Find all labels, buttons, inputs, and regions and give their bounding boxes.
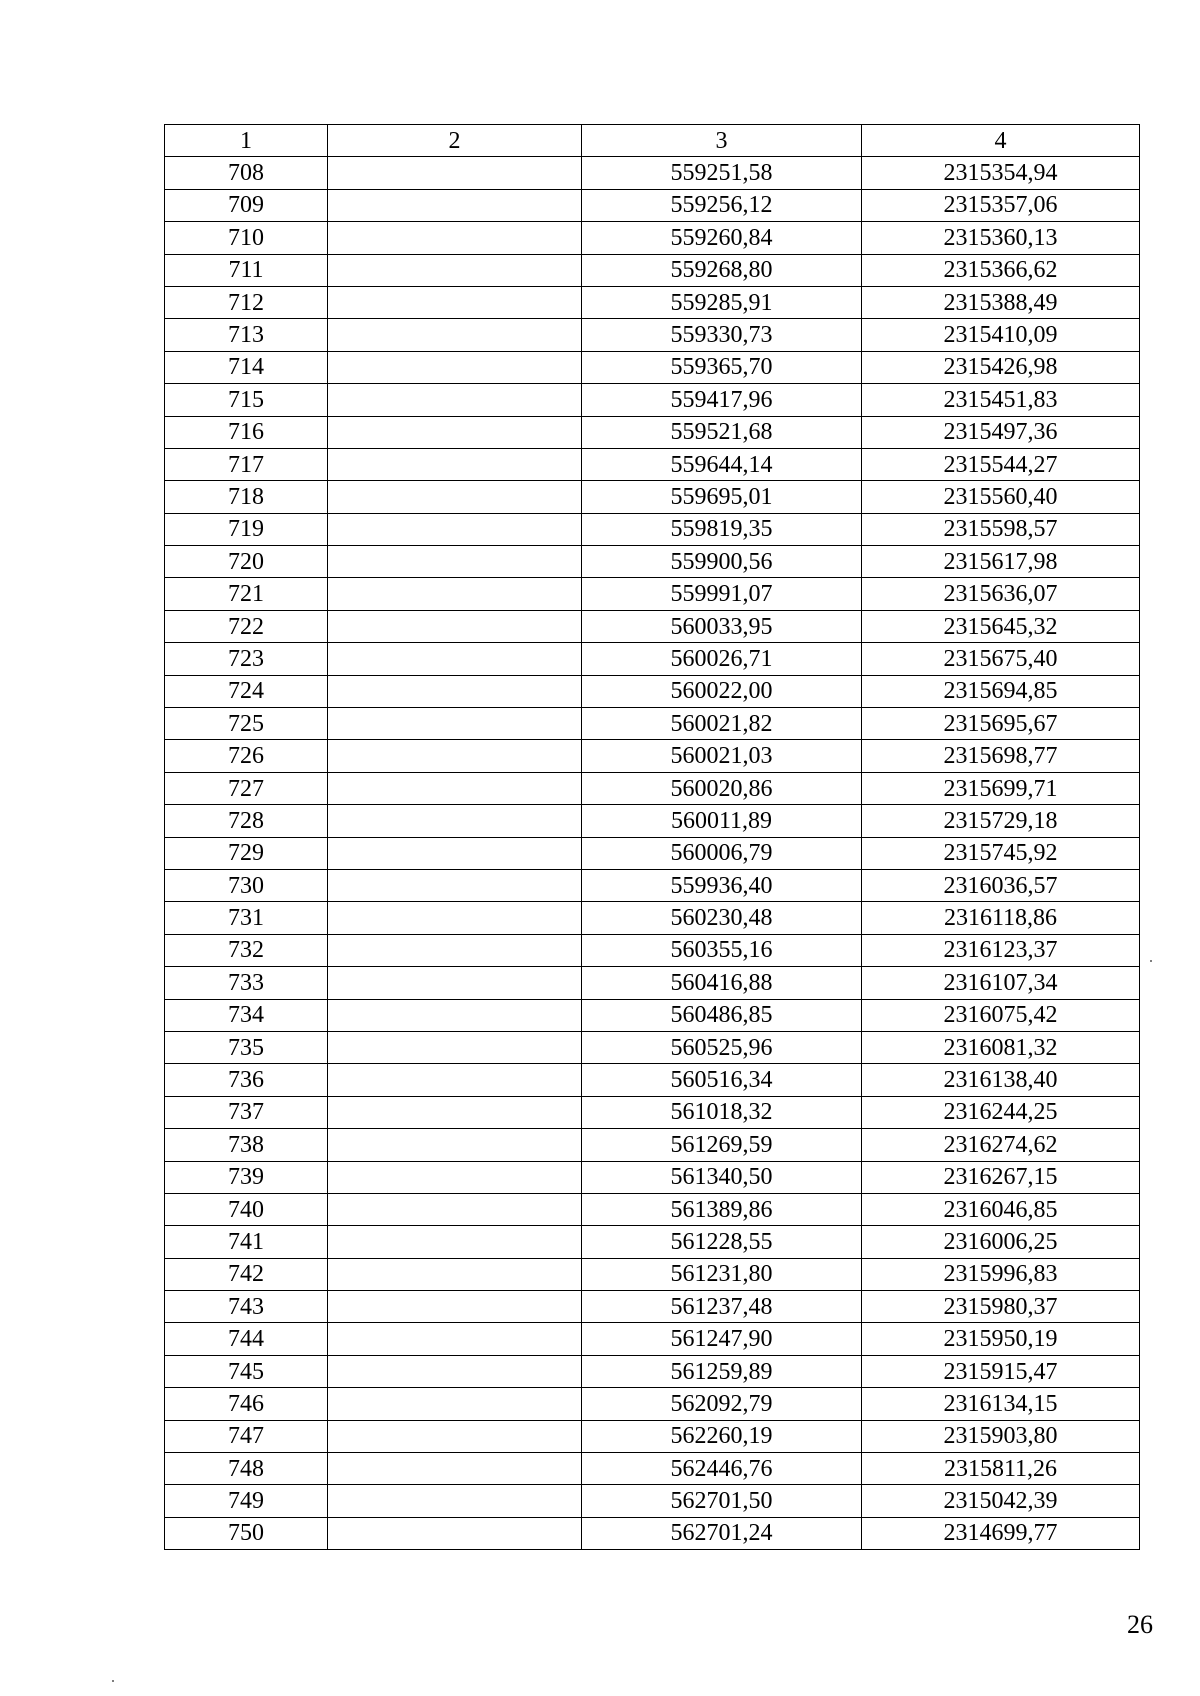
table-cell-col-4: 2316244,25 [862, 1096, 1140, 1128]
table-cell-col-2 [328, 1258, 582, 1290]
table-cell-col-3: 560026,71 [582, 643, 862, 675]
table-cell-col-4: 2316267,15 [862, 1161, 1140, 1193]
table-cell-col-4: 2316075,42 [862, 999, 1140, 1031]
table-row [165, 999, 1140, 1031]
table-cell-col-4: 2315729,18 [862, 805, 1140, 837]
table-row [165, 934, 1140, 966]
table-cell-col-2 [328, 351, 582, 383]
table-cell-col-2 [328, 1193, 582, 1225]
table-cell-col-3: 561228,55 [582, 1226, 862, 1258]
table-cell-col-2 [328, 1453, 582, 1485]
table-cell-col-1: 727 [165, 772, 328, 804]
table-cell-col-1: 735 [165, 1031, 328, 1063]
table-cell-col-4: 2315497,36 [862, 416, 1140, 448]
table-cell-col-3: 562446,76 [582, 1453, 862, 1485]
table-cell-col-3: 561018,32 [582, 1096, 862, 1128]
table-cell-col-4: 2315366,62 [862, 254, 1140, 286]
table-cell-col-1: 725 [165, 708, 328, 740]
table-cell-col-4: 2315903,80 [862, 1420, 1140, 1452]
table-cell-col-1: 713 [165, 319, 328, 351]
table-cell-col-1: 741 [165, 1226, 328, 1258]
table-cell-col-2 [328, 1161, 582, 1193]
table-cell-col-3: 559991,07 [582, 578, 862, 610]
table-cell-col-2 [328, 772, 582, 804]
table-cell-col-2 [328, 1355, 582, 1387]
table-cell-col-1: 711 [165, 254, 328, 286]
table-cell-col-3: 560021,03 [582, 740, 862, 772]
table-cell-col-1: 740 [165, 1193, 328, 1225]
table-cell-col-4: 2315996,83 [862, 1258, 1140, 1290]
table-row [165, 351, 1140, 383]
table-cell-col-1: 736 [165, 1064, 328, 1096]
table-cell-col-4: 2316274,62 [862, 1129, 1140, 1161]
table-row [165, 286, 1140, 318]
table-cell-col-4: 2315451,83 [862, 384, 1140, 416]
table-cell-col-4: 2315675,40 [862, 643, 1140, 675]
table-cell-col-3: 559695,01 [582, 481, 862, 513]
table-cell-col-1: 732 [165, 934, 328, 966]
table-cell-col-2 [328, 384, 582, 416]
table-row [165, 416, 1140, 448]
table-cell-col-4: 2316006,25 [862, 1226, 1140, 1258]
table-cell-col-1: 749 [165, 1485, 328, 1517]
table-cell-col-2 [328, 513, 582, 545]
table-cell-col-4: 2315598,57 [862, 513, 1140, 545]
table-cell-col-2 [328, 1096, 582, 1128]
table-cell-col-2 [328, 578, 582, 610]
table-cell-col-2 [328, 934, 582, 966]
table-cell-col-2 [328, 902, 582, 934]
table-cell-col-1: 745 [165, 1355, 328, 1387]
table-cell-col-1: 728 [165, 805, 328, 837]
table-row [165, 1355, 1140, 1387]
table-row [165, 805, 1140, 837]
table-row [165, 189, 1140, 221]
table-cell-col-4: 2315357,06 [862, 189, 1140, 221]
table-row [165, 675, 1140, 707]
table-cell-col-1: 726 [165, 740, 328, 772]
table-cell-col-1: 720 [165, 546, 328, 578]
table-cell-col-3: 561259,89 [582, 1355, 862, 1387]
table-cell-col-3: 561231,80 [582, 1258, 862, 1290]
column-header-4: 4 [862, 125, 1140, 157]
table-row [165, 643, 1140, 675]
table-cell-col-2 [328, 999, 582, 1031]
table-cell-col-4: 2315980,37 [862, 1291, 1140, 1323]
table-cell-col-3: 559256,12 [582, 189, 862, 221]
table-cell-col-4: 2314699,77 [862, 1517, 1140, 1549]
table-cell-col-4: 2315636,07 [862, 578, 1140, 610]
table-row [165, 1129, 1140, 1161]
table-cell-col-2 [328, 1323, 582, 1355]
table-cell-col-1: 729 [165, 837, 328, 869]
table-row [165, 1517, 1140, 1549]
table-cell-col-1: 718 [165, 481, 328, 513]
coordinates-table [164, 124, 1140, 1550]
table-row [165, 708, 1140, 740]
table-cell-col-1: 715 [165, 384, 328, 416]
table-row [165, 1258, 1140, 1290]
table-cell-col-4: 2315544,27 [862, 448, 1140, 480]
table-cell-col-1: 748 [165, 1453, 328, 1485]
table-cell-col-2 [328, 481, 582, 513]
table-cell-col-1: 739 [165, 1161, 328, 1193]
table-cell-col-2 [328, 708, 582, 740]
table-cell-col-3: 562701,50 [582, 1485, 862, 1517]
table-cell-col-1: 744 [165, 1323, 328, 1355]
table-row [165, 254, 1140, 286]
table-cell-col-1: 724 [165, 675, 328, 707]
table-cell-col-3: 560033,95 [582, 610, 862, 642]
table-cell-col-4: 2315388,49 [862, 286, 1140, 318]
table-cell-col-1: 746 [165, 1388, 328, 1420]
table-cell-col-4: 2316134,15 [862, 1388, 1140, 1420]
table-row [165, 1161, 1140, 1193]
table-cell-col-4: 2315745,92 [862, 837, 1140, 869]
table-cell-col-4: 2315915,47 [862, 1355, 1140, 1387]
table-row [165, 546, 1140, 578]
table-cell-col-3: 559365,70 [582, 351, 862, 383]
table-cell-col-3: 562260,19 [582, 1420, 862, 1452]
table-cell-col-4: 2315426,98 [862, 351, 1140, 383]
table-cell-col-2 [328, 286, 582, 318]
table-cell-col-1: 722 [165, 610, 328, 642]
table-cell-col-3: 559260,84 [582, 222, 862, 254]
table-cell-col-2 [328, 157, 582, 189]
table-row [165, 1226, 1140, 1258]
table-cell-col-3: 559417,96 [582, 384, 862, 416]
table-cell-col-1: 737 [165, 1096, 328, 1128]
table-cell-col-1: 709 [165, 189, 328, 221]
table-row [165, 1420, 1140, 1452]
table-row [165, 157, 1140, 189]
table-cell-col-2 [328, 416, 582, 448]
table-cell-col-3: 559285,91 [582, 286, 862, 318]
table-cell-col-3: 560011,89 [582, 805, 862, 837]
table-cell-col-4: 2315042,39 [862, 1485, 1140, 1517]
table-cell-col-2 [328, 1485, 582, 1517]
table-cell-col-2 [328, 189, 582, 221]
table-row [165, 902, 1140, 934]
table-row [165, 222, 1140, 254]
table-row [165, 481, 1140, 513]
table-cell-col-3: 561389,86 [582, 1193, 862, 1225]
table-cell-col-3: 559268,80 [582, 254, 862, 286]
table-cell-col-1: 717 [165, 448, 328, 480]
table-cell-col-3: 559819,35 [582, 513, 862, 545]
scan-speck [112, 1680, 114, 1682]
table-cell-col-3: 560006,79 [582, 837, 862, 869]
table-cell-col-3: 560525,96 [582, 1031, 862, 1063]
table-cell-col-2 [328, 1517, 582, 1549]
table-cell-col-2 [328, 1129, 582, 1161]
column-header-1: 1 [165, 125, 328, 157]
scan-speck [1150, 960, 1152, 962]
table-row [165, 319, 1140, 351]
table-cell-col-3: 560230,48 [582, 902, 862, 934]
table-cell-col-1: 734 [165, 999, 328, 1031]
table-row [165, 1453, 1140, 1485]
table-row [165, 837, 1140, 869]
table-cell-col-4: 2315645,32 [862, 610, 1140, 642]
table-cell-col-4: 2316138,40 [862, 1064, 1140, 1096]
column-header-3: 3 [582, 125, 862, 157]
table-cell-col-2 [328, 675, 582, 707]
table-row [165, 1388, 1140, 1420]
table-cell-col-1: 710 [165, 222, 328, 254]
table-cell-col-2 [328, 1388, 582, 1420]
table-row [165, 967, 1140, 999]
table-cell-col-3: 561247,90 [582, 1323, 862, 1355]
table-cell-col-2 [328, 448, 582, 480]
table-body [165, 157, 1140, 1550]
table-cell-col-1: 708 [165, 157, 328, 189]
table-cell-col-4: 2316123,37 [862, 934, 1140, 966]
table-cell-col-3: 562092,79 [582, 1388, 862, 1420]
table-cell-col-4: 2315811,26 [862, 1453, 1140, 1485]
table-cell-col-4: 2316081,32 [862, 1031, 1140, 1063]
table-row [165, 513, 1140, 545]
table-cell-col-4: 2315694,85 [862, 675, 1140, 707]
table-cell-col-4: 2315695,67 [862, 708, 1140, 740]
table-cell-col-3: 559936,40 [582, 869, 862, 901]
table-header-row [165, 125, 1140, 157]
table-cell-col-4: 2315617,98 [862, 546, 1140, 578]
table-cell-col-3: 561237,48 [582, 1291, 862, 1323]
table-row [165, 610, 1140, 642]
table-cell-col-1: 731 [165, 902, 328, 934]
table-cell-col-4: 2316046,85 [862, 1193, 1140, 1225]
table-cell-col-3: 560022,00 [582, 675, 862, 707]
table-row [165, 1064, 1140, 1096]
table-cell-col-4: 2315950,19 [862, 1323, 1140, 1355]
table-row [165, 578, 1140, 610]
table-cell-col-2 [328, 610, 582, 642]
page-number: 26 [1127, 1610, 1153, 1639]
table-cell-col-4: 2315560,40 [862, 481, 1140, 513]
table-cell-col-2 [328, 740, 582, 772]
table-cell-col-3: 560020,86 [582, 772, 862, 804]
table-row [165, 1485, 1140, 1517]
table-cell-col-3: 559251,58 [582, 157, 862, 189]
table-cell-col-1: 723 [165, 643, 328, 675]
table-cell-col-1: 747 [165, 1420, 328, 1452]
table-cell-col-1: 716 [165, 416, 328, 448]
table-row [165, 1193, 1140, 1225]
table-row [165, 772, 1140, 804]
table-cell-col-3: 559330,73 [582, 319, 862, 351]
table-cell-col-4: 2315699,71 [862, 772, 1140, 804]
table-cell-col-3: 561340,50 [582, 1161, 862, 1193]
table-cell-col-3: 560355,16 [582, 934, 862, 966]
table-cell-col-1: 733 [165, 967, 328, 999]
table-cell-col-1: 721 [165, 578, 328, 610]
table-row [165, 740, 1140, 772]
table-cell-col-2 [328, 967, 582, 999]
table-cell-col-2 [328, 546, 582, 578]
table-row [165, 869, 1140, 901]
table-cell-col-4: 2316036,57 [862, 869, 1140, 901]
table-row [165, 1291, 1140, 1323]
table-cell-col-2 [328, 319, 582, 351]
table-cell-col-2 [328, 1031, 582, 1063]
table-cell-col-4: 2316118,86 [862, 902, 1140, 934]
table-cell-col-4: 2316107,34 [862, 967, 1140, 999]
table-cell-col-1: 712 [165, 286, 328, 318]
table-cell-col-3: 559644,14 [582, 448, 862, 480]
table-cell-col-2 [328, 222, 582, 254]
table-cell-col-2 [328, 837, 582, 869]
table-cell-col-3: 559521,68 [582, 416, 862, 448]
table-cell-col-2 [328, 254, 582, 286]
table-cell-col-3: 560021,82 [582, 708, 862, 740]
table-cell-col-4: 2315360,13 [862, 222, 1140, 254]
table-cell-col-3: 562701,24 [582, 1517, 862, 1549]
table-cell-col-2 [328, 1064, 582, 1096]
table-cell-col-1: 719 [165, 513, 328, 545]
table-row [165, 448, 1140, 480]
table-cell-col-3: 560486,85 [582, 999, 862, 1031]
table-cell-col-4: 2315698,77 [862, 740, 1140, 772]
table-cell-col-1: 750 [165, 1517, 328, 1549]
table-row [165, 1031, 1140, 1063]
table-cell-col-2 [328, 1291, 582, 1323]
table-row [165, 1096, 1140, 1128]
table-row [165, 384, 1140, 416]
table-cell-col-2 [328, 1226, 582, 1258]
table-cell-col-3: 560516,34 [582, 1064, 862, 1096]
table-cell-col-1: 743 [165, 1291, 328, 1323]
table-cell-col-4: 2315410,09 [862, 319, 1140, 351]
table-cell-col-1: 714 [165, 351, 328, 383]
table-cell-col-2 [328, 805, 582, 837]
table-cell-col-4: 2315354,94 [862, 157, 1140, 189]
table-cell-col-1: 738 [165, 1129, 328, 1161]
table-row [165, 1323, 1140, 1355]
table-cell-col-2 [328, 643, 582, 675]
table-cell-col-3: 559900,56 [582, 546, 862, 578]
table-cell-col-1: 730 [165, 869, 328, 901]
column-header-2: 2 [328, 125, 582, 157]
table-cell-col-3: 561269,59 [582, 1129, 862, 1161]
table-cell-col-1: 742 [165, 1258, 328, 1290]
table-cell-col-2 [328, 1420, 582, 1452]
table-cell-col-3: 560416,88 [582, 967, 862, 999]
table-cell-col-2 [328, 869, 582, 901]
